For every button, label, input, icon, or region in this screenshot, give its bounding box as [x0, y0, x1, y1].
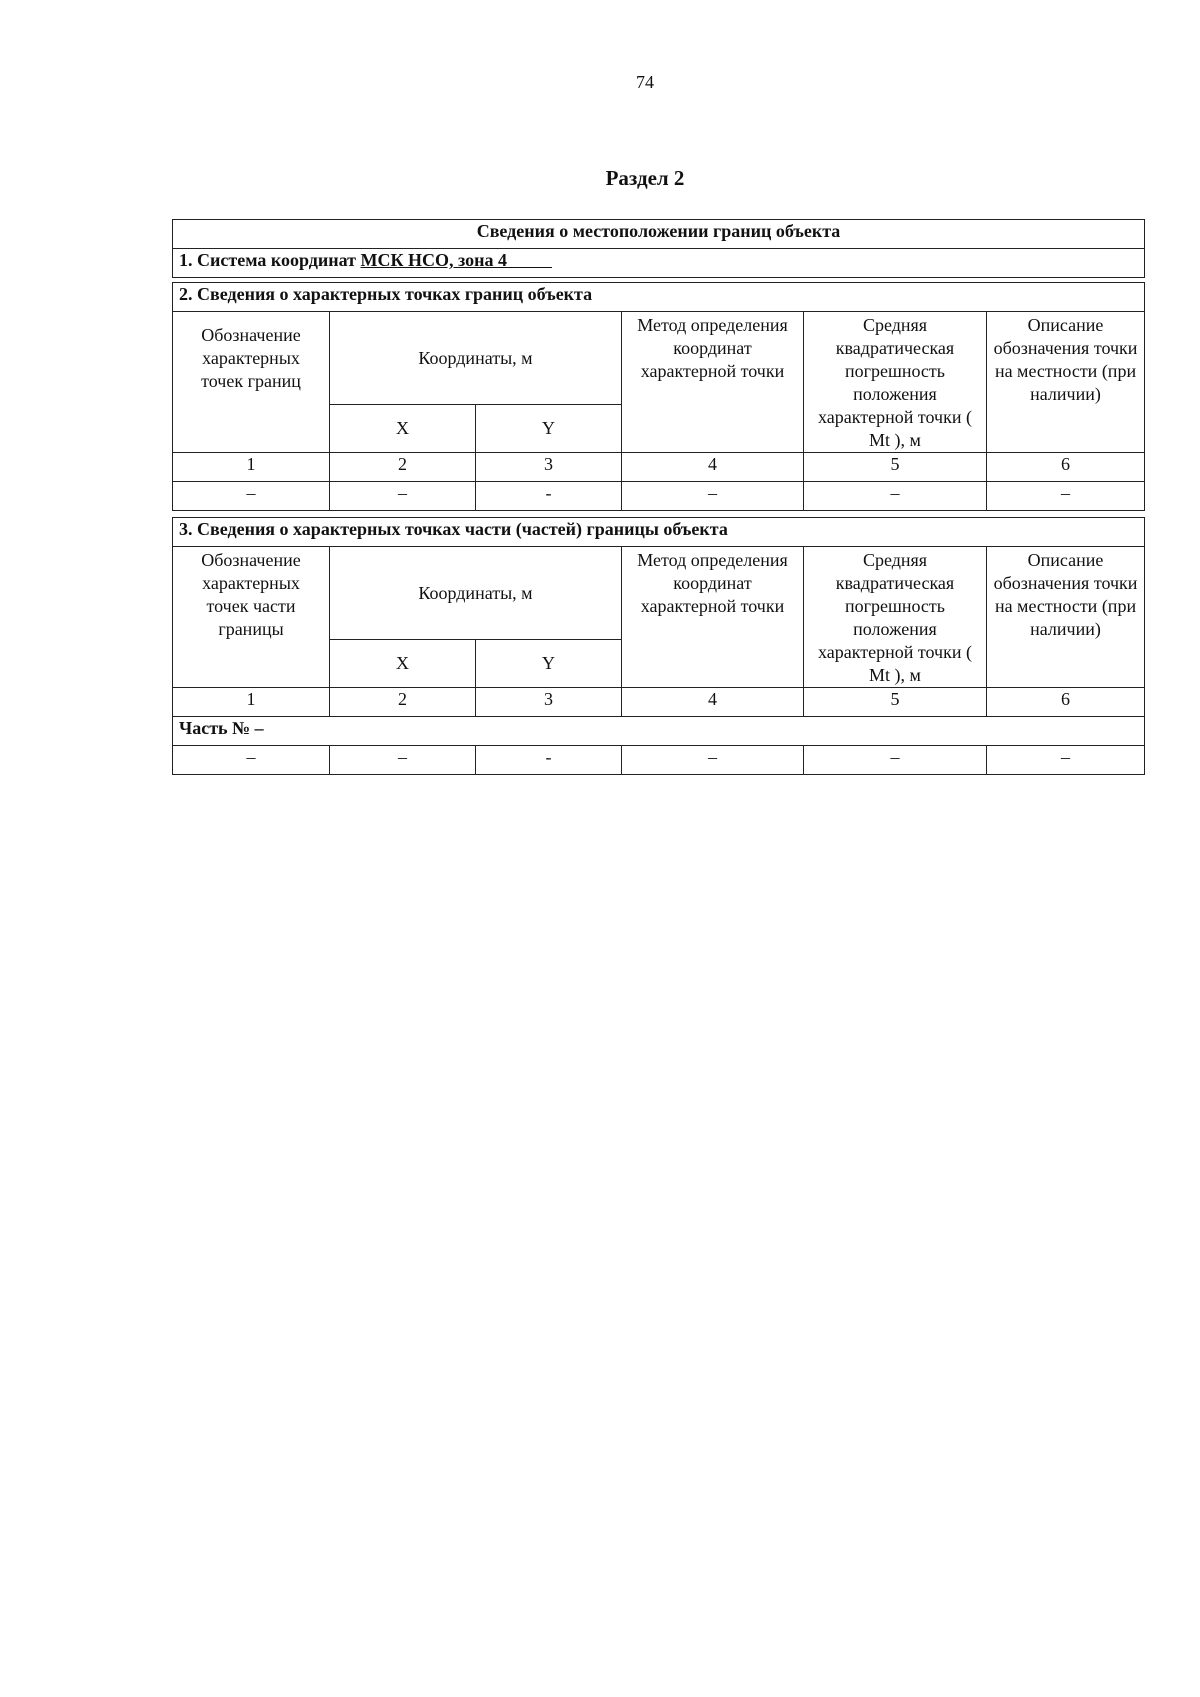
column-number: 6 [987, 688, 1145, 717]
table-cell: – [804, 482, 987, 511]
coordinate-system-row [173, 249, 1145, 278]
header-method: Метод определения координат характерной точки [622, 547, 804, 688]
header-coordinates: Координаты, м [330, 312, 622, 405]
column-number: 5 [804, 688, 987, 717]
header-error: Средняя квадратическая погрешность положения характерной точки ( Mt ), м [804, 312, 987, 453]
header-description: Описание обозначения точки на местности (при наличии) [987, 547, 1145, 688]
column-numbers-row [173, 453, 1145, 482]
table-cell: - [476, 482, 622, 511]
header-designation: Обозначение характерных точек части границы [173, 547, 330, 688]
boundary-points-table [172, 282, 1145, 511]
header-x: X [330, 640, 476, 688]
header-error: Средняя квадратическая погрешность положения характерной точки ( Mt ), м [804, 547, 987, 688]
column-number: 1 [173, 688, 330, 717]
column-number: 5 [804, 453, 987, 482]
column-number: 4 [622, 688, 804, 717]
column-number: 2 [330, 453, 476, 482]
header-description: Описание обозначения точки на местности (при наличии) [987, 312, 1145, 453]
header-method: Метод определения координат характерной точки [622, 312, 804, 453]
table-cell: – [987, 746, 1145, 775]
header-designation: Обозначение характерных точек границ [173, 312, 330, 453]
boundary-points-title: 2. Сведения о характерных точках границ объекта [173, 283, 1145, 312]
header-x: X [330, 405, 476, 453]
header-y: Y [476, 405, 622, 453]
table-cell: – [987, 482, 1145, 511]
table-cell: – [622, 482, 804, 511]
column-number: 2 [330, 688, 476, 717]
coordinate-system-value: МСК НСО, зона 4 [360, 250, 508, 270]
table-cell: – [173, 482, 330, 511]
part-number-row: Часть № – [173, 717, 1145, 746]
page-number: 74 [636, 72, 654, 92]
column-number: 4 [622, 453, 804, 482]
table-cell: - [476, 746, 622, 775]
column-number: 1 [173, 453, 330, 482]
table-cell: – [804, 746, 987, 775]
location-table [172, 219, 1145, 278]
column-number: 6 [987, 453, 1145, 482]
header-coordinates: Координаты, м [330, 547, 622, 640]
table-cell: – [330, 746, 476, 775]
section-title: Раздел 2 [605, 166, 685, 190]
table-row [173, 746, 1145, 775]
table-cell: – [330, 482, 476, 511]
header-y: Y [476, 640, 622, 688]
part-points-table [172, 517, 1145, 775]
column-number: 3 [476, 688, 622, 717]
column-number: 3 [476, 453, 622, 482]
column-numbers-row [173, 688, 1145, 717]
table-cell: – [622, 746, 804, 775]
coordinate-system-label: 1. Система координат [179, 250, 356, 270]
part-points-title: 3. Сведения о характерных точках части (частей) границы объекта [173, 518, 1145, 547]
table-cell: – [173, 746, 330, 775]
table-row [173, 482, 1145, 511]
location-table-title: Сведения о местоположении границ объекта [173, 220, 1145, 249]
